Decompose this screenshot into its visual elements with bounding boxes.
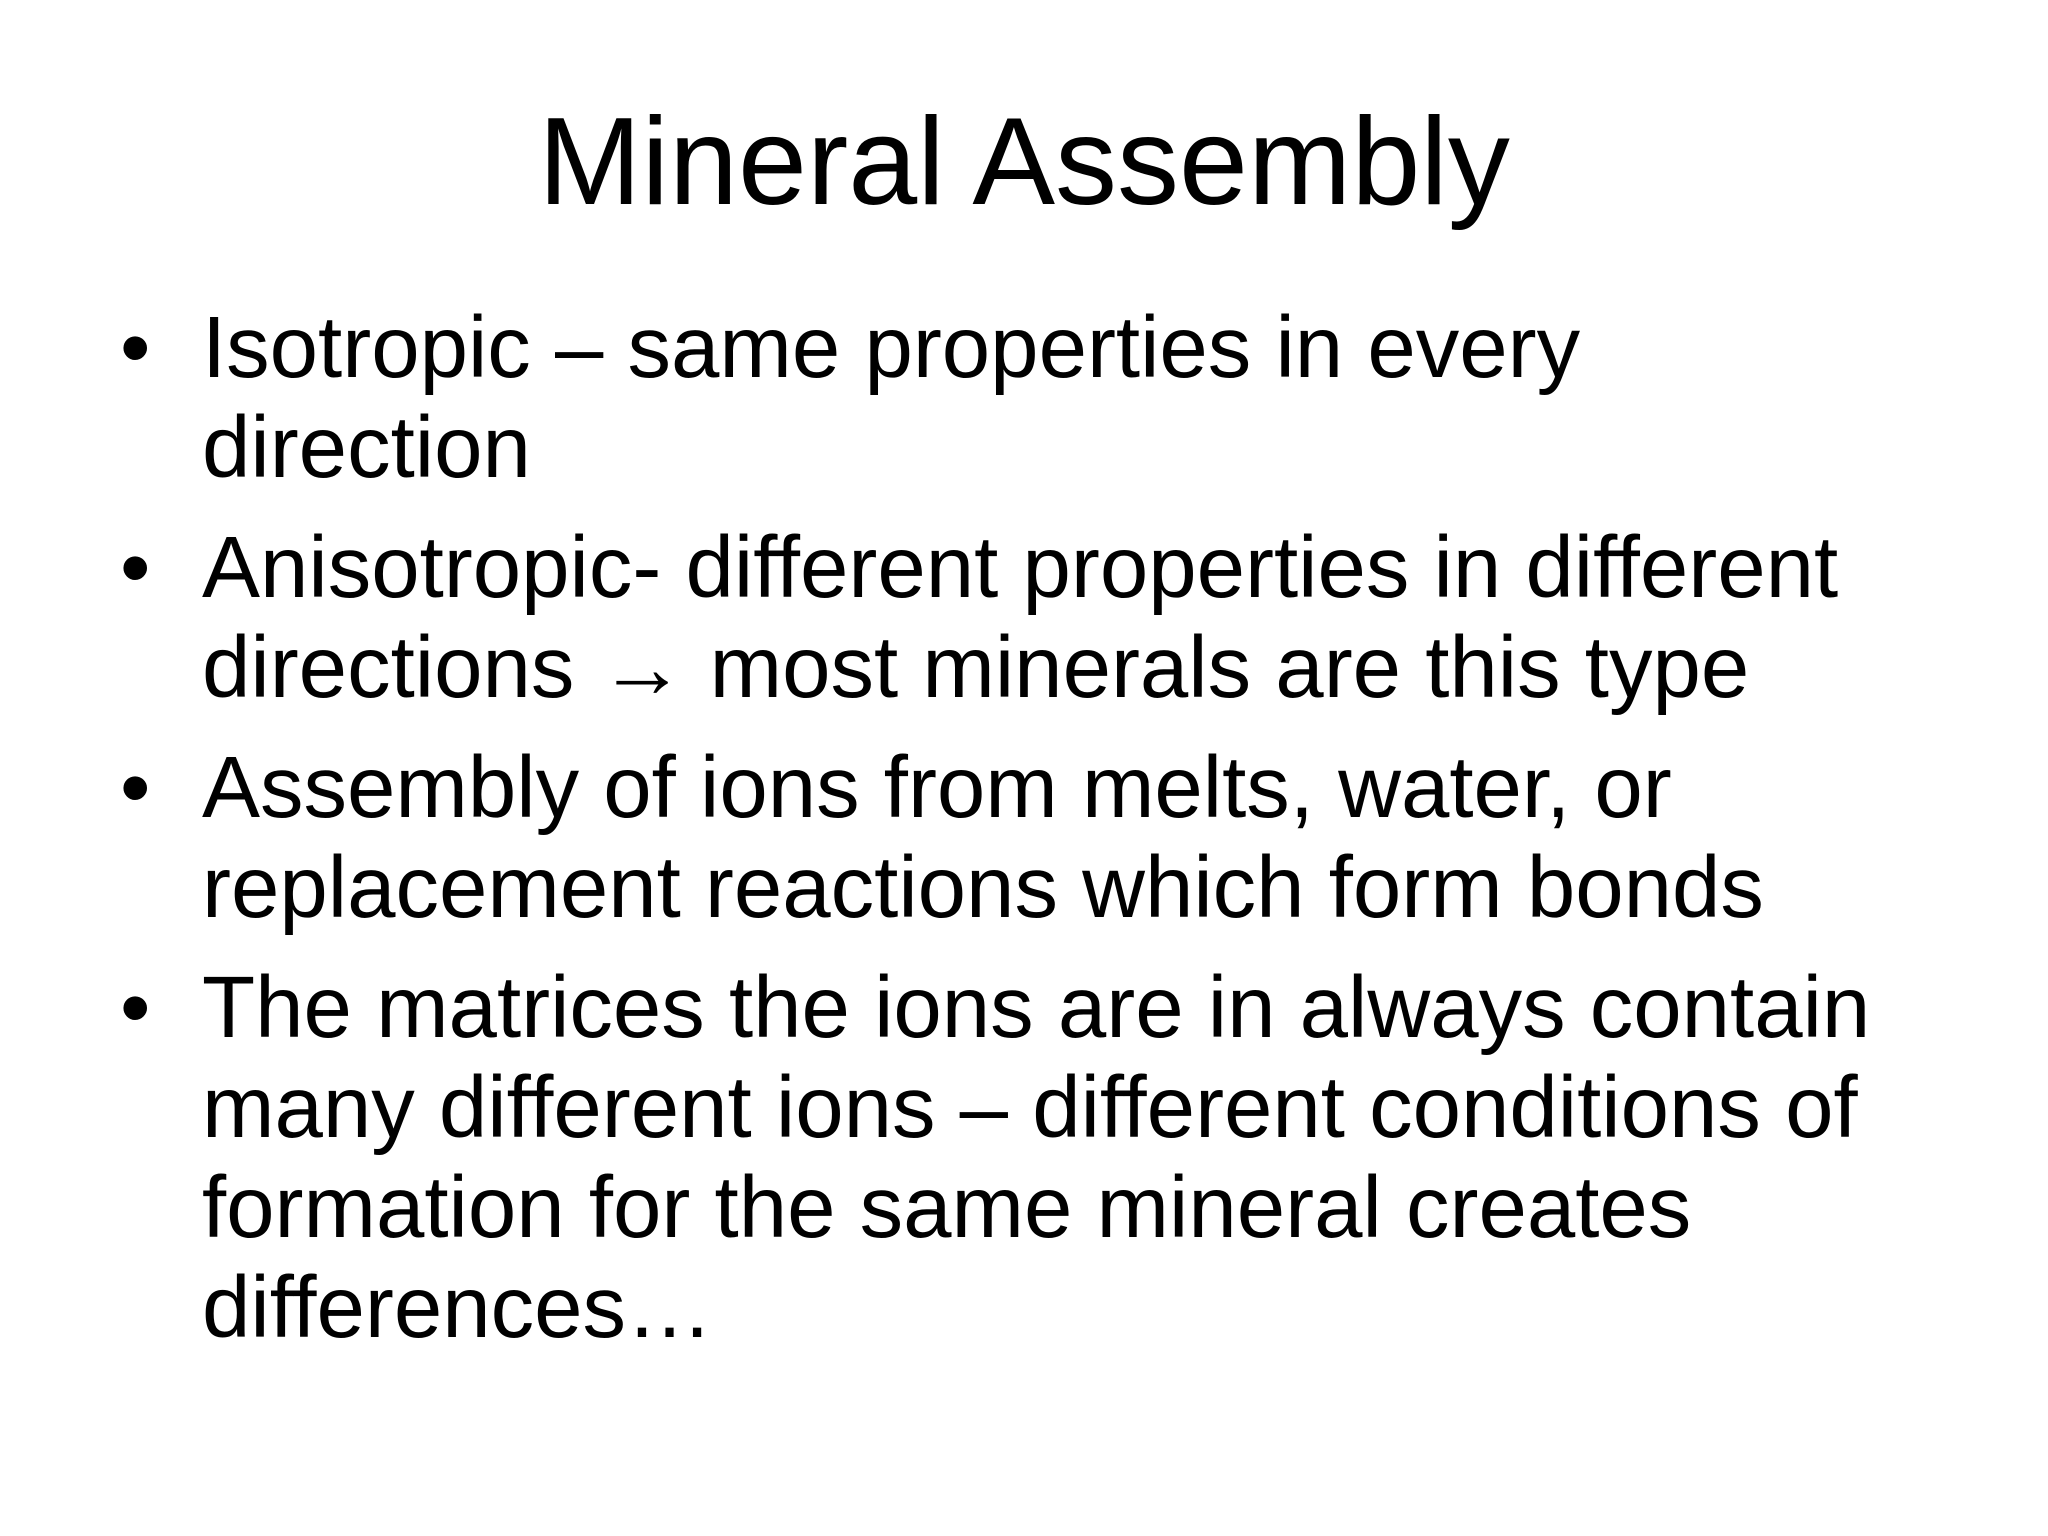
bullet-list — [120, 298, 2000, 1378]
bullet-text-line: replacement reactions which form bonds — [202, 839, 1764, 936]
bullet-text-line: The matrices the ions are in always contain — [202, 959, 1871, 1056]
bullet-text-line: directions → most minerals are this type — [202, 619, 1750, 716]
bullet-dot-icon: • — [120, 299, 151, 396]
bullet-item-isotropic — [120, 298, 2000, 498]
bullet-text-line: many different ions – different conditions of — [202, 1059, 1858, 1156]
bullet-text-line: Anisotropic- different properties in different — [202, 519, 1839, 616]
bullet-item-assembly — [120, 738, 2000, 938]
bullet-item-anisotropic — [120, 518, 2000, 718]
bullet-dot-icon: • — [120, 519, 151, 616]
bullet-dot-icon: • — [120, 739, 151, 836]
slide-title: Mineral Assembly — [538, 93, 1510, 231]
bullet-text-line: differences… — [202, 1259, 713, 1356]
bullet-text-line: Assembly of ions from melts, water, or — [202, 739, 1672, 836]
bullet-text-line: formation for the same mineral creates — [202, 1159, 1692, 1256]
bullet-item-matrices — [120, 958, 2000, 1358]
bullet-text-line: direction — [202, 399, 531, 496]
bullet-text-line: Isotropic – same properties in every — [202, 299, 1581, 396]
bullet-dot-icon: • — [120, 959, 151, 1056]
